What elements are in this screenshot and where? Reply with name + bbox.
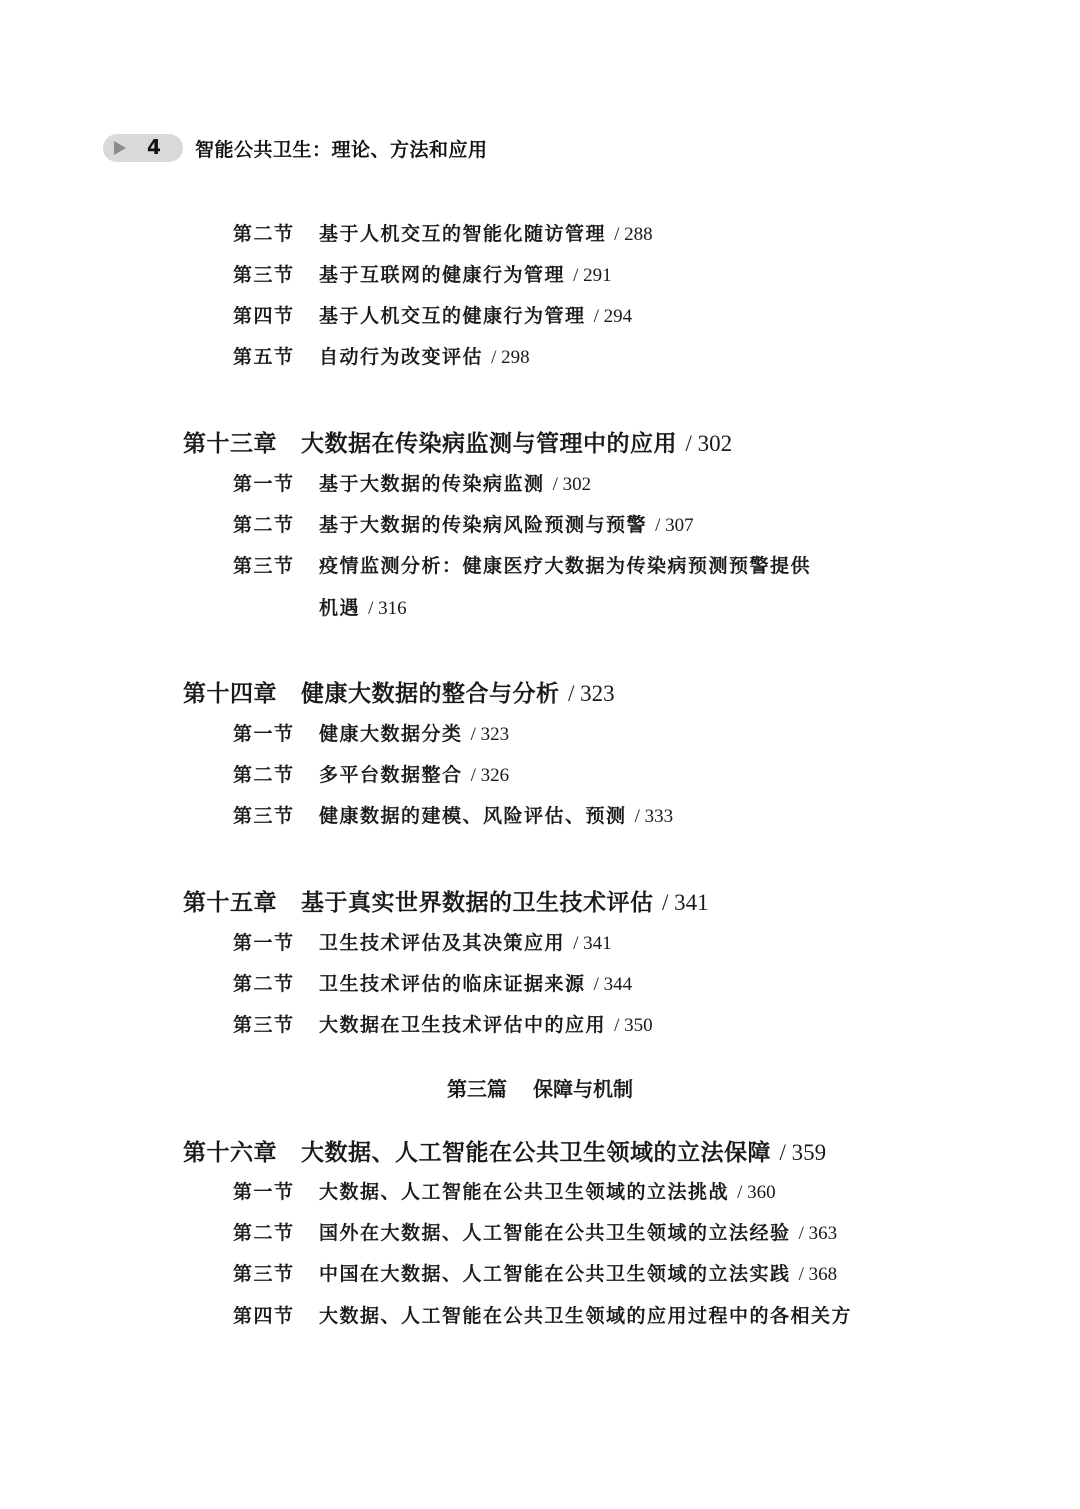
section-page: / 323 [470,724,510,745]
toc-chapter-16 [183,1134,826,1167]
chapter-number: 第十三章 [183,430,277,457]
section-page: / 316 [368,598,407,619]
section-page: / 344 [593,974,633,995]
chapter-title: 大数据、人工智能在公共卫生领域的立法保障 [301,1139,771,1166]
part-title: 保障与机制 [533,1077,633,1101]
section-title: 疫情监测分析：健康医疗大数据为传染病预测预警提供 [319,555,812,577]
section-number: 第二节 [233,1222,295,1244]
section-title: 国外在大数据、人工智能在公共卫生领域的立法经验 [319,1222,791,1244]
toc-section-12-2 [233,219,653,246]
chapter-title: 基于真实世界数据的卫生技术评估 [301,889,654,916]
toc-section-16-1 [233,1177,776,1204]
section-number: 第三节 [233,555,295,577]
section-number: 第三节 [233,1014,295,1036]
toc-chapter-13 [183,425,732,458]
toc-section-13-2 [233,510,694,537]
section-number: 第一节 [233,473,295,495]
section-number: 第三节 [233,805,295,827]
chapter-page: / 341 [662,890,709,915]
section-number: 第一节 [233,1181,295,1203]
section-title: 卫生技术评估的临床证据来源 [319,973,586,995]
section-page: / 302 [552,474,592,495]
toc-section-13-3 [233,551,811,578]
chapter-number: 第十六章 [183,1139,277,1166]
toc-section-15-1 [233,928,612,955]
page-number-badge [103,134,183,162]
chapter-number: 第十五章 [183,889,277,916]
page-number: 4 [147,135,161,159]
toc-section-15-3 [233,1010,653,1037]
section-title: 中国在大数据、人工智能在公共卫生领域的立法实践 [319,1263,791,1285]
play-arrow-icon [114,141,126,155]
section-page: / 360 [737,1182,776,1203]
chapter-title: 健康大数据的整合与分析 [301,680,560,707]
section-page: / 326 [470,765,510,786]
section-number: 第一节 [233,723,295,745]
toc-section-12-3 [233,260,612,287]
section-page: / 294 [593,306,633,327]
section-page: / 350 [614,1015,653,1036]
chapter-page: / 302 [685,431,733,456]
section-title: 健康数据的建模、风险评估、预测 [319,805,627,827]
toc-chapter-14 [183,675,615,708]
chapter-page: / 359 [779,1140,827,1165]
section-page: / 298 [491,347,530,368]
chapter-page: / 323 [568,681,615,706]
section-number: 第二节 [233,514,295,536]
section-title: 自动行为改变评估 [319,346,484,368]
toc-section-16-3 [233,1259,837,1286]
toc-section-14-1 [233,719,509,746]
section-title: 健康大数据分类 [319,723,463,745]
section-title: 基于大数据的传染病监测 [319,473,545,495]
toc-section-16-2 [233,1218,837,1245]
section-page: / 291 [573,265,612,286]
section-number: 第五节 [233,346,295,368]
section-number: 第三节 [233,1263,295,1285]
section-page: / 288 [614,224,653,245]
toc-part-3 [0,1073,1080,1102]
section-page: / 307 [655,515,694,536]
toc-section-12-4 [233,301,632,328]
book-title: 智能公共卫生：理论、方法和应用 [195,138,488,161]
section-title: 基于互联网的健康行为管理 [319,264,566,286]
section-title: 多平台数据整合 [319,764,463,786]
section-number: 第二节 [233,764,295,786]
chapter-number: 第十四章 [183,680,277,707]
toc-section-13-3-continued [319,593,407,620]
toc-section-12-5 [233,342,530,369]
running-header [103,133,488,163]
section-title: 基于人机交互的健康行为管理 [319,305,586,327]
section-title: 卫生技术评估及其决策应用 [319,932,566,954]
toc-section-16-4 [233,1301,852,1328]
section-page: / 368 [798,1264,838,1285]
toc-section-13-1 [233,469,591,496]
section-title: 基于大数据的传染病风险预测与预警 [319,514,648,536]
section-number: 第四节 [233,305,295,327]
toc-section-14-3 [233,801,673,828]
section-page: / 341 [573,933,612,954]
chapter-title: 大数据在传染病监测与管理中的应用 [301,430,677,457]
section-title: 基于人机交互的智能化随访管理 [319,223,607,245]
toc-section-15-2 [233,969,632,996]
section-number: 第二节 [233,223,295,245]
section-title: 大数据在卫生技术评估中的应用 [319,1014,607,1036]
section-page: / 333 [634,806,674,827]
section-number: 第三节 [233,264,295,286]
toc-section-14-2 [233,760,509,787]
section-page: / 363 [798,1223,838,1244]
section-title: 大数据、人工智能在公共卫生领域的立法挑战 [319,1181,730,1203]
toc-chapter-15 [183,884,709,917]
part-number: 第三篇 [447,1077,507,1101]
section-number: 第一节 [233,932,295,954]
section-number: 第四节 [233,1305,295,1327]
section-number: 第二节 [233,973,295,995]
section-title-continued: 机遇 [319,597,361,619]
section-title: 大数据、人工智能在公共卫生领域的应用过程中的各相关方 [319,1305,853,1327]
